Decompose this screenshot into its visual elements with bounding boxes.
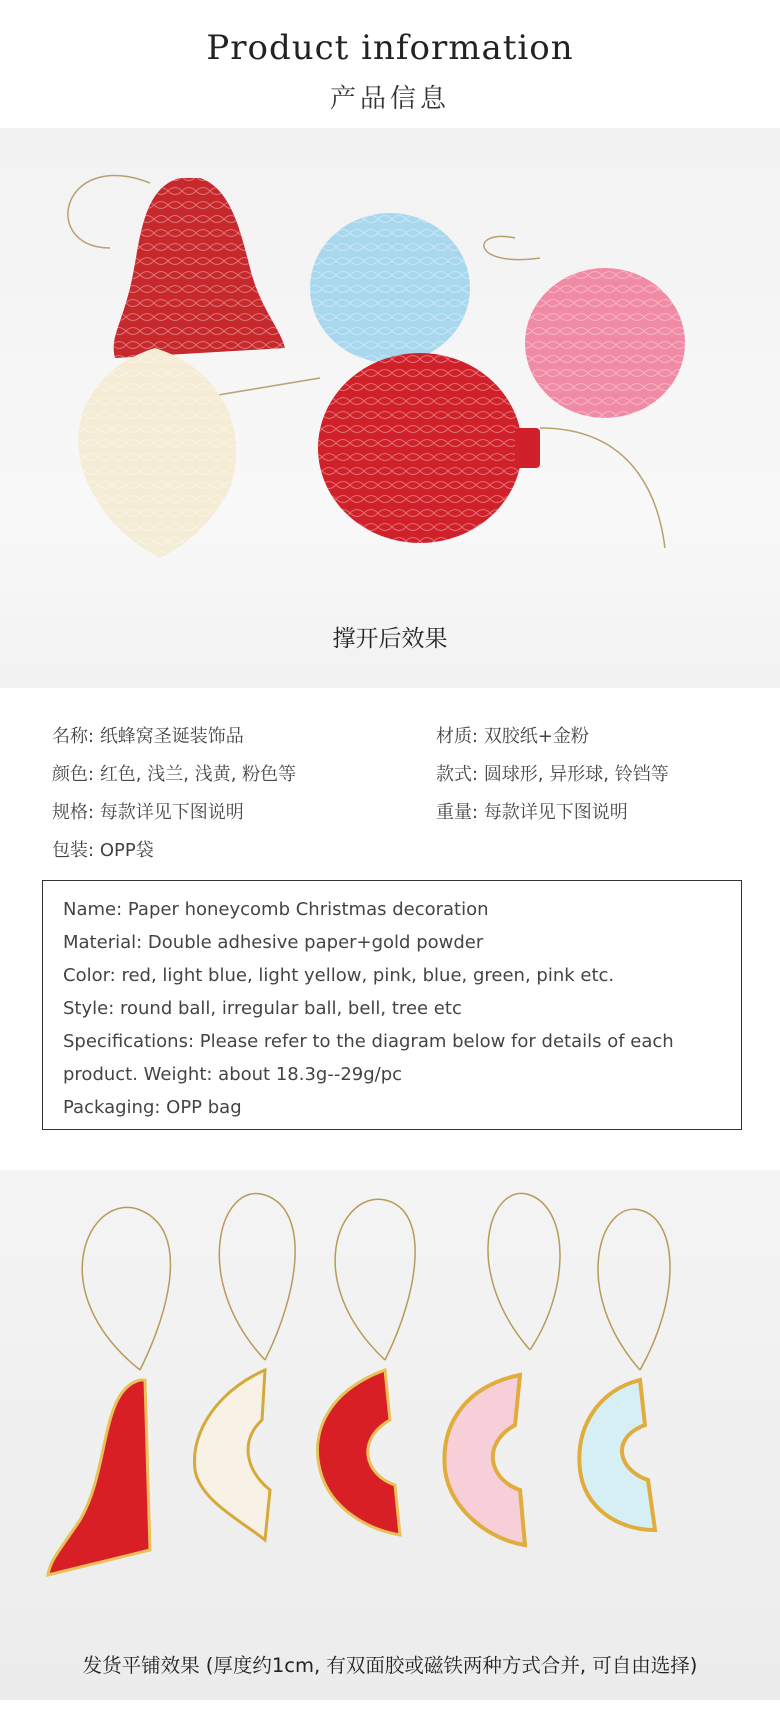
spec-color: [52, 760, 296, 786]
spec-material: [436, 722, 589, 748]
spec-label: 名称:: [52, 726, 95, 747]
flat-ornaments-photo: [0, 1170, 780, 1700]
info-name: Name: Paper honeycomb Christmas decoration: [63, 899, 489, 920]
spec-value: 红色, 浅兰, 浅黄, 粉色等: [99, 764, 297, 785]
spec-value: 圆球形, 异形球, 铃铛等: [483, 764, 669, 785]
spec-label: 包装:: [52, 840, 95, 861]
info-material: Material: Double adhesive paper+gold powder: [63, 932, 484, 953]
cream-onion-ornament: [78, 348, 236, 558]
info-weight: product. Weight: about 18.3g--29g/pc: [63, 1064, 403, 1085]
light-blue-ball-ornament: [310, 213, 470, 363]
pink-ball-ornament: [525, 268, 685, 418]
spec-label: 颜色:: [52, 764, 95, 785]
flat-pink-ball: [444, 1375, 525, 1545]
flat-blue-ball: [579, 1380, 655, 1530]
flat-red-bell: [48, 1380, 150, 1575]
page-title-cn: 产品信息: [329, 84, 450, 114]
spec-packaging: [52, 836, 154, 862]
spec-value: 每款详见下图说明: [99, 802, 244, 823]
spec-style: [436, 760, 669, 786]
flat-effect-caption: 发货平铺效果 (厚度约1cm, 有双面胶或磁铁两种方式合并, 可自由选择): [82, 1654, 698, 1677]
spec-label: 重量:: [436, 802, 479, 823]
spec-value: 纸蜂窝圣诞装饰品: [99, 726, 244, 747]
spec-size: [52, 798, 244, 824]
flat-cream-onion: [194, 1370, 270, 1540]
info-specifications: Specifications: Please refer to the diagram below for details of each: [63, 1031, 674, 1052]
red-bell-ornament: [114, 178, 285, 358]
info-style: Style: round ball, irregular ball, bell, tree etc: [63, 998, 462, 1019]
expanded-effect-caption: 撑开后效果: [332, 626, 448, 652]
spec-value: 双胶纸+金粉: [483, 726, 589, 747]
spec-value: OPP袋: [99, 840, 154, 861]
spec-label: 款式:: [436, 764, 479, 785]
spec-label: 材质:: [436, 726, 479, 747]
spec-value: 每款详见下图说明: [483, 802, 628, 823]
english-info-box: [42, 880, 742, 1130]
red-ball-ornament: [318, 353, 540, 543]
spec-weight: [436, 798, 628, 824]
page-title-en: Product information: [206, 28, 574, 68]
spec-label: 规格:: [52, 802, 95, 823]
spec-name: [52, 722, 244, 748]
info-packaging: Packaging: OPP bag: [63, 1097, 242, 1118]
info-color: Color: red, light blue, light yellow, pink, blue, green, pink etc.: [63, 965, 615, 986]
flat-red-ball: [318, 1370, 400, 1535]
expanded-ornaments-photo: [0, 128, 780, 688]
